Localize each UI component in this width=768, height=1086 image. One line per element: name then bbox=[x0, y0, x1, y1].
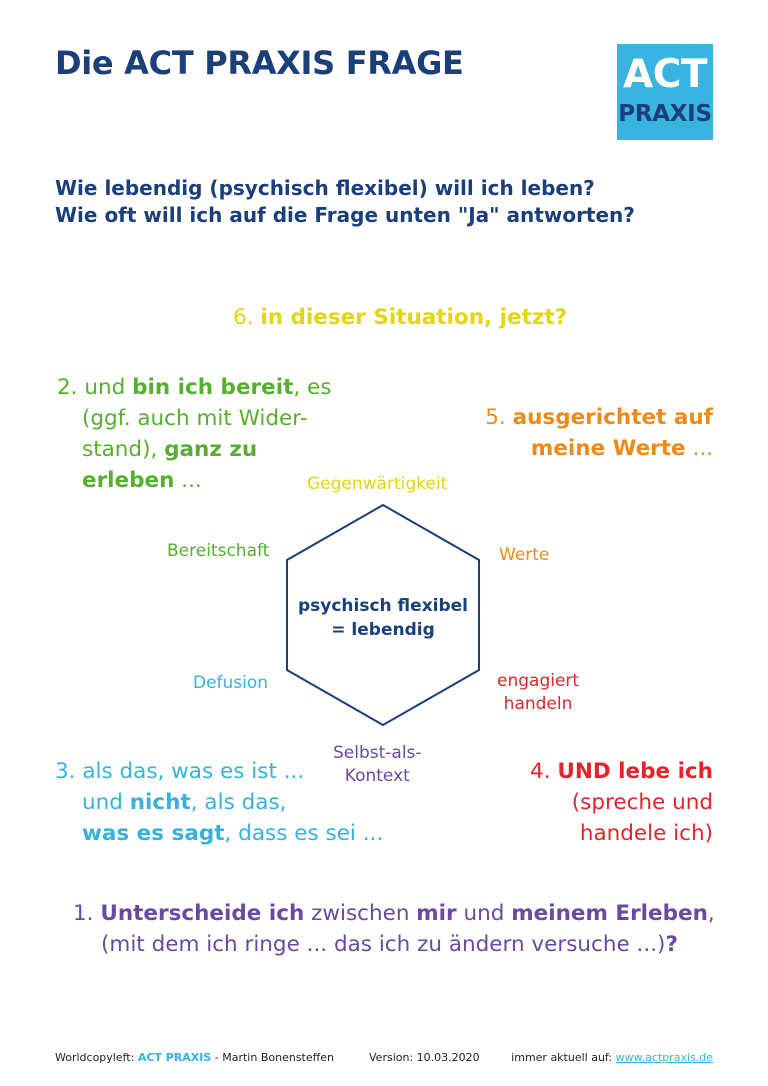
question-3-line-3: was es sagt, dass es sei ... bbox=[82, 821, 384, 846]
question-3 bbox=[55, 756, 383, 849]
question-3-line-1: 3. als das, was es ist ... bbox=[55, 759, 305, 784]
logo-line-praxis: PRAXIS bbox=[618, 101, 712, 127]
question-3-line-2: und nicht, als das, bbox=[82, 790, 287, 815]
page-title: Die ACT PRAXIS FRAGE bbox=[55, 44, 464, 82]
footer-website: immer aktuell auf: www.actpraxis.de bbox=[511, 1051, 713, 1064]
question-6-text: in dieser Situation, jetzt? bbox=[260, 305, 568, 330]
question-5-line-2: meine Werte ... bbox=[530, 436, 713, 461]
question-4-line-3: handele ich) bbox=[579, 821, 713, 846]
footer-version: Version: 10.03.2020 bbox=[369, 1051, 480, 1064]
footer-copyleft: Worldcopyleft: ACT PRAXIS - Martin Bonensteffen bbox=[55, 1051, 334, 1064]
website-link[interactable]: www.actpraxis.de bbox=[615, 1051, 713, 1064]
question-5-line-1: 5. ausgerichtet auf bbox=[485, 405, 713, 430]
question-1 bbox=[73, 898, 715, 960]
question-4 bbox=[530, 756, 713, 849]
intro-question-1: Wie lebendig (psychisch flexibel) will ich leben? bbox=[55, 176, 595, 200]
label-selbst-als-kontext: Selbst-als- Kontext bbox=[333, 743, 422, 786]
question-2-line-3: stand), ganz zu bbox=[82, 437, 258, 462]
question-6-number: 6. bbox=[233, 305, 254, 330]
label-gegenwaertigkeit: Gegenwärtigkeit bbox=[307, 474, 448, 494]
logo-line-act: ACT bbox=[623, 52, 707, 97]
question-4-line-2: (spreche und bbox=[571, 790, 713, 815]
question-1-line-2: (mit dem ich ringe ... das ich zu ändern versuche ...)? bbox=[101, 932, 678, 957]
hexagon-center-line-1: psychisch flexibel bbox=[297, 596, 469, 616]
label-engagiert-handeln: engagiert handeln bbox=[497, 671, 580, 714]
question-2-line-4: erleben ... bbox=[82, 468, 202, 493]
label-bereitschaft: Bereitschaft bbox=[167, 541, 270, 561]
question-2-line-2: (ggf. auch mit Wider- bbox=[82, 406, 308, 431]
question-2-line-1: 2. und bin ich bereit, es bbox=[57, 375, 332, 400]
question-4-line-1: 4. UND lebe ich bbox=[530, 759, 713, 784]
hexagon-center-line-2: = lebendig bbox=[331, 620, 435, 640]
question-1-line-1: 1. Unterscheide ich zwischen mir und meinem Erleben, bbox=[73, 901, 715, 926]
label-werte: Werte bbox=[499, 545, 550, 565]
label-defusion: Defusion bbox=[193, 673, 269, 693]
intro-question-2: Wie oft will ich auf die Frage unten "Ja" antworten? bbox=[55, 203, 635, 227]
hexagon-center-label bbox=[288, 594, 478, 642]
